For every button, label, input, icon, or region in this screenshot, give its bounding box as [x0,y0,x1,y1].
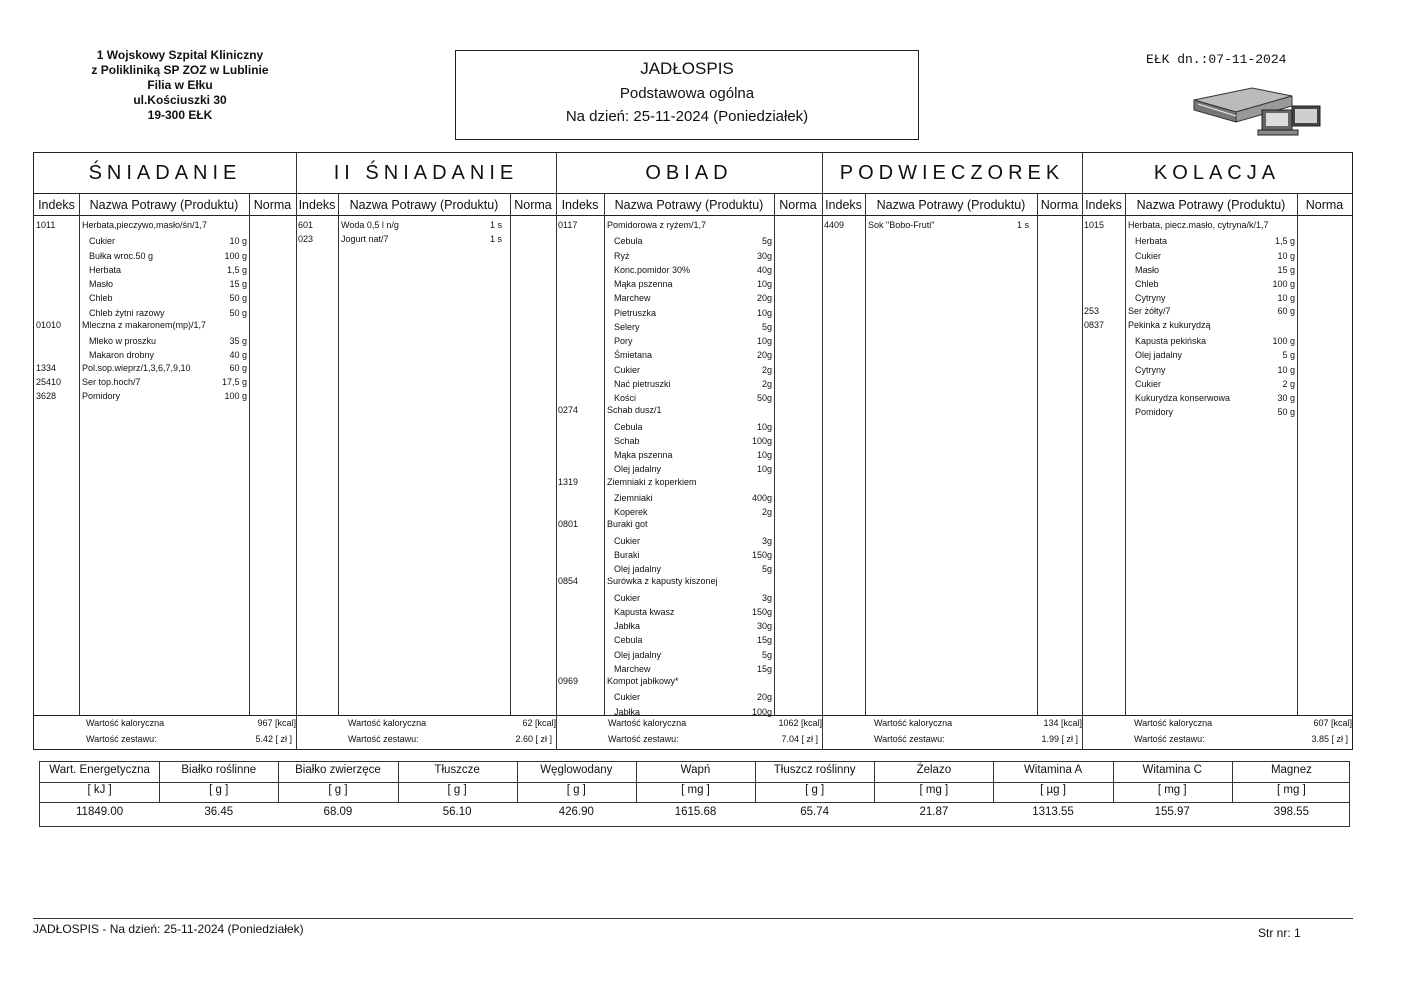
portion-norm: 30g [756,250,772,261]
dish-index: 0801 [558,519,579,530]
portion-norm: 100g [751,706,772,717]
dish-name: Woda 0,5 l n/g [341,220,399,230]
dish-name: Pekinka z kukurydzą [1128,319,1211,330]
nutrient-unit: [ mg ] [681,784,710,796]
nutrient-table [39,761,1350,827]
dish-name: Pomidory [82,391,121,401]
nutrient-value: 398.55 [1273,806,1309,818]
cost-label: Wartość zestawu: [874,734,945,744]
nutrient-name: Tłuszcz roślinny [773,764,856,776]
ingredient-name: Marchew [614,293,651,304]
nutrient-name: Wapń [680,764,711,776]
dish-index: 0969 [558,676,579,686]
ingredient-name: Pomidory [1135,407,1174,418]
dish-name: Herbata, piecz.masło, cytryna/k/1,7 [1128,220,1269,230]
dish-index: 1334 [36,362,57,373]
meal-separator [1082,153,1083,749]
portion-norm: 100 g [1272,336,1295,346]
nutrient-value: 11849.00 [76,806,124,818]
ingredient-name: Cytryny [1135,293,1166,304]
portion-norm: 20g [756,692,772,703]
nutrient-value: 68.09 [323,806,353,818]
dish-index: 0837 [1084,319,1105,330]
portion-norm: 400g [751,492,772,503]
nutrient-unit: [ g ] [209,784,229,796]
dish-name: Herbata,pieczywo,masło/śn/1,7 [82,220,208,230]
column-separator [865,193,866,715]
portion-norm: 60 g [229,362,247,373]
calories-label: Wartość kaloryczna [86,718,165,728]
ingredient-name: Cytryny [1135,364,1166,375]
portion-norm: 10g [756,450,772,460]
nutrient-unit: [ g ] [328,784,348,796]
nutrient-value: 1615.68 [674,806,717,818]
ingredient-name: Cukier [614,592,641,603]
dish-index: 023 [298,234,314,245]
ingredient-name: Cebula [614,635,643,646]
cost-label: Wartość zestawu: [608,734,679,744]
portion-norm: 30 g [1277,393,1295,403]
dish-index: 0274 [558,405,579,416]
portion-norm: 50 g [1277,407,1295,418]
ingredient-name: Chleb żytni razowy [89,307,165,318]
column-separator [79,193,80,715]
portion-norm: 100 g [224,250,247,261]
nutrient-name: Witamina A [1023,764,1083,776]
book-computer-icon [1192,82,1327,137]
ingredient-name: Schab [614,435,640,446]
column-header-name: Nazwa Potrawy (Produktu) [89,197,239,212]
nutrient-name: Białko zwierzęce [295,764,381,776]
portion-norm: 1 s [489,234,502,245]
column-separator [1037,193,1038,715]
ingredient-name: Ryż [614,250,630,261]
dish-name: Kompot jabłkowy* [607,676,679,686]
dish-name: Jogurt nat/7 [341,234,389,245]
column-separator [338,193,339,715]
nutrient-name: Węglowodany [540,764,613,776]
cost-label: Wartość zestawu: [348,734,419,744]
ingredient-name: Ziemniaki [614,492,653,503]
column-header-index: Indeks [1085,197,1122,212]
portion-norm: 1,5 g [226,264,247,275]
ingredient-name: Herbata [1135,236,1168,247]
column-header-index: Indeks [825,197,862,212]
portion-norm: 5g [761,236,772,247]
portion-norm: 15 g [229,279,247,289]
ingredient-name: Cukier [614,692,641,703]
nutrient-unit: [ mg ] [919,784,949,796]
portion-norm: 10 g [1277,364,1295,375]
hospital-line: z Polikliniką SP ZOZ w Lublinie [91,63,269,77]
portion-norm: 10g [756,279,772,289]
portion-norm: 10 g [1277,250,1295,261]
cost-label: Wartość zestawu: [86,734,157,744]
nutrient-unit: [ mg ] [1157,784,1187,796]
portion-norm: 50 g [229,293,247,304]
page-number: Str nr: 1 [1258,926,1301,940]
ingredient-name: Koperek [614,507,648,517]
portion-norm: 15g [756,635,772,646]
portion-norm: 50 g [229,307,247,318]
diet-name: Podstawowa ogólna [619,85,755,102]
dish-name: Surówka z kapusty kiszonej [607,576,718,587]
footer-text: JADŁOSPIS - Na dzień: 25-11-2024 (Poniedziałek) [33,922,304,936]
nutrient-unit: [ g ] [566,784,586,796]
column-separator [249,193,250,715]
nutrient-value: 56.10 [442,806,472,818]
portion-norm: 10g [756,336,772,346]
ingredient-name: Cebula [614,236,643,247]
portion-norm: 5 g [1282,350,1295,361]
portion-norm: 150g [751,549,772,560]
dish-index: 1011 [36,220,56,230]
nutrient-value: 21.87 [919,806,949,818]
meal-title: II ŚNIADANIE [333,161,519,184]
ingredient-name: Cukier [614,364,641,375]
nutrient-value: 65.74 [800,806,830,818]
ingredient-name: Nać pietruszki [614,378,671,389]
menu-date: Na dzień: 25-11-2024 (Poniedziałek) [565,108,809,125]
portion-norm: 5g [761,564,772,574]
portion-norm: 2g [761,378,772,389]
portion-norm: 1 s [1016,220,1029,230]
nutrient-name: Tłuszcze [434,764,480,776]
nutrient-name: Białko roślinne [181,764,257,776]
ingredient-name: Mąka pszenna [614,279,673,289]
meal-title: OBIAD [645,161,733,184]
portion-norm: 2g [761,364,772,375]
ingredient-name: Buraki [614,549,640,560]
dish-name: Pomidorowa z ryżem/1,7 [607,220,707,230]
nutrient-name: Witamina C [1142,764,1202,776]
ingredient-name: Mąka pszenna [614,450,673,460]
nutrient-unit: [ kJ ] [87,784,112,796]
portion-norm: 3g [761,535,772,546]
calories-value: 62 [kcal] [522,718,556,728]
ingredient-name: Cukier [89,236,116,247]
ingredient-name: Pory [614,336,633,346]
dish-name: Mleczna z makaronem(mp)/1,7 [82,319,207,330]
cost-label: Wartość zestawu: [1134,734,1205,744]
nutrient-unit: [ mg ] [1277,784,1306,796]
portion-norm: 20g [756,293,772,304]
hospital-line: ul.Kościuszki 30 [133,93,227,107]
dish-index: 4409 [824,220,845,230]
dish-index: 601 [298,220,314,230]
calories-value: 967 [kcal] [257,718,296,728]
meal-title: PODWIECZOREK [839,161,1065,184]
ingredient-name: Herbata [89,264,122,275]
portion-norm: 5g [761,649,772,660]
calories-label: Wartość kaloryczna [874,718,953,728]
column-separator [604,193,605,715]
portion-norm: 60 g [1277,305,1295,316]
ingredient-name: Cukier [1135,250,1162,261]
column-separator [510,193,511,715]
cost-value: 5.42 [ zł ] [255,734,292,744]
ingredient-name: Makaron drobny [89,350,155,361]
dish-name: Ser żółty/7 [1128,305,1171,316]
portion-norm: 5g [761,321,772,332]
column-header-name: Nazwa Potrawy (Produktu) [1136,197,1286,212]
hospital-line: 1 Wojskowy Szpital Kliniczny [96,48,264,62]
nutrient-name: Żelazo [916,764,952,776]
title-box [455,50,919,140]
nutrient-unit: [ g ] [447,784,467,796]
ingredient-name: Cukier [1135,378,1162,389]
meal-title: ŚNIADANIE [88,161,242,184]
ingredient-name: Kukurydza konserwowa [1135,393,1231,403]
portion-norm: 10g [756,307,772,318]
ingredient-name: Cebula [614,421,643,432]
cost-value: 1.99 [ zł ] [1041,734,1078,744]
dish-index: 3628 [36,391,57,401]
ingredient-name: Bułka wroc.50 g [89,250,154,261]
calories-label: Wartość kaloryczna [608,718,687,728]
dish-index: 1015 [1084,220,1105,230]
portion-norm: 50g [756,393,772,403]
portion-norm: 30g [756,621,772,631]
ingredient-name: Cukier [614,535,641,546]
nutrient-value: 1313.55 [1032,806,1074,818]
dish-index: 0117 [558,220,578,230]
column-header-index: Indeks [298,197,336,212]
meal-separator [296,153,297,749]
calories-label: Wartość kaloryczna [348,718,427,728]
ingredient-name: Chleb [1135,279,1159,289]
column-header-index: Indeks [561,197,599,212]
dish-index: 25410 [36,376,62,387]
column-separator [1297,193,1298,715]
portion-norm: 2g [761,507,772,517]
portion-norm: 100 g [1272,279,1295,289]
ingredient-name: Chleb [89,293,113,304]
dish-name: Pol.sop.wieprz/1,3,6,7,9,10 [82,362,191,373]
dish-index: 253 [1084,305,1100,316]
dish-name: Schab dusz/1 [607,405,662,416]
ingredient-name: Pietruszka [614,307,657,318]
ingredient-name: Olej jadalny [614,564,662,574]
cost-value: 2.60 [ zł ] [515,734,552,744]
ingredient-name: Olej jadalny [1135,350,1183,361]
cost-value: 7.04 [ zł ] [781,734,818,744]
column-header-norm: Norma [1040,197,1079,212]
calories-value: 607 [kcal] [1313,718,1352,728]
column-separator [774,193,775,715]
portion-norm: 35 g [229,336,247,346]
column-header-norm: Norma [779,197,817,212]
meal-separator [556,153,557,749]
ingredient-name: Masło [1135,264,1160,275]
column-header-name: Nazwa Potrawy (Produktu) [614,197,764,212]
ingredient-name: Mleko w proszku [89,336,157,346]
portion-norm: 100 g [224,391,247,401]
dish-name: Ziemniaki z koperkiem [607,476,697,487]
portion-norm: 20g [756,350,772,361]
portion-norm: 17,5 g [221,376,247,387]
dish-name: Buraki got [607,519,648,530]
dish-index: 01010 [36,319,62,330]
column-separator [1125,193,1126,715]
nutrient-unit: [ g ] [805,784,825,796]
column-header-name: Nazwa Potrawy (Produktu) [876,197,1026,212]
cost-value: 3.85 [ zł ] [1311,734,1348,744]
nutrient-value: 36.45 [204,806,234,818]
nutrient-unit: [ µg ] [1040,784,1066,796]
dish-index: 1319 [558,476,579,487]
hospital-line: Filia w Ełku [147,78,213,92]
meal-title: KOLACJA [1153,161,1281,184]
calories-label: Wartość kaloryczna [1134,718,1213,728]
ingredient-name: Śmietana [614,350,653,361]
portion-norm: 10g [756,421,772,432]
dish-index: 0854 [558,576,579,587]
portion-norm: 10 g [229,236,247,247]
portion-norm: 10g [756,464,772,475]
place-date: EŁK dn.:07-11-2024 [1146,52,1287,67]
nutrient-value: 426.90 [558,806,594,818]
ingredient-name: Kapusta pekińska [1135,336,1207,346]
page-title: JADŁOSPIS [640,59,734,78]
ingredient-name: Selery [614,321,640,332]
nutrient-value: 155.97 [1154,806,1190,818]
portion-norm: 3g [761,592,772,603]
dish-name: Sok "Bobo-Fruti" [868,220,935,230]
portion-norm: 150g [751,606,772,617]
portion-norm: 1 s [489,220,502,230]
ingredient-name: Masło [89,279,114,289]
column-header-name: Nazwa Potrawy (Produktu) [349,197,499,212]
meal-table [33,152,1353,750]
calories-value: 1062 [kcal] [778,718,822,728]
ingredient-name: Kości [614,393,637,403]
portion-norm: 40g [756,264,772,275]
portion-norm: 40 g [229,350,247,361]
portion-norm: 15 g [1277,264,1295,275]
hospital-address [60,48,300,123]
portion-norm: 15g [756,663,772,674]
hospital-line: 19-300 EŁK [147,108,213,122]
column-header-norm: Norma [514,197,552,212]
nutrient-name: Wart. Energetyczna [49,764,150,776]
portion-norm: 10 g [1277,293,1295,304]
column-header-index: Indeks [38,197,75,212]
ingredient-name: Olej jadalny [614,464,662,475]
column-header-norm: Norma [253,197,292,212]
calories-value: 134 [kcal] [1043,718,1082,728]
ingredient-name: Konc.pomidor 30% [614,264,691,275]
portion-norm: 100g [751,435,772,446]
ingredient-name: Kapusta kwasz [614,606,675,617]
column-header-norm: Norma [1305,197,1344,212]
ingredient-name: Jabłka [614,621,641,631]
ingredient-name: Olej jadalny [614,649,662,660]
ingredient-name: Marchew [614,663,651,674]
ingredient-name: Jabłka [614,706,641,717]
portion-norm: 2 g [1282,378,1295,389]
footer-divider [33,918,1353,919]
dish-name: Ser top.hoch/7 [82,376,141,387]
nutrient-name: Magnez [1270,764,1312,776]
meal-separator [822,153,823,749]
portion-norm: 1,5 g [1274,236,1295,247]
